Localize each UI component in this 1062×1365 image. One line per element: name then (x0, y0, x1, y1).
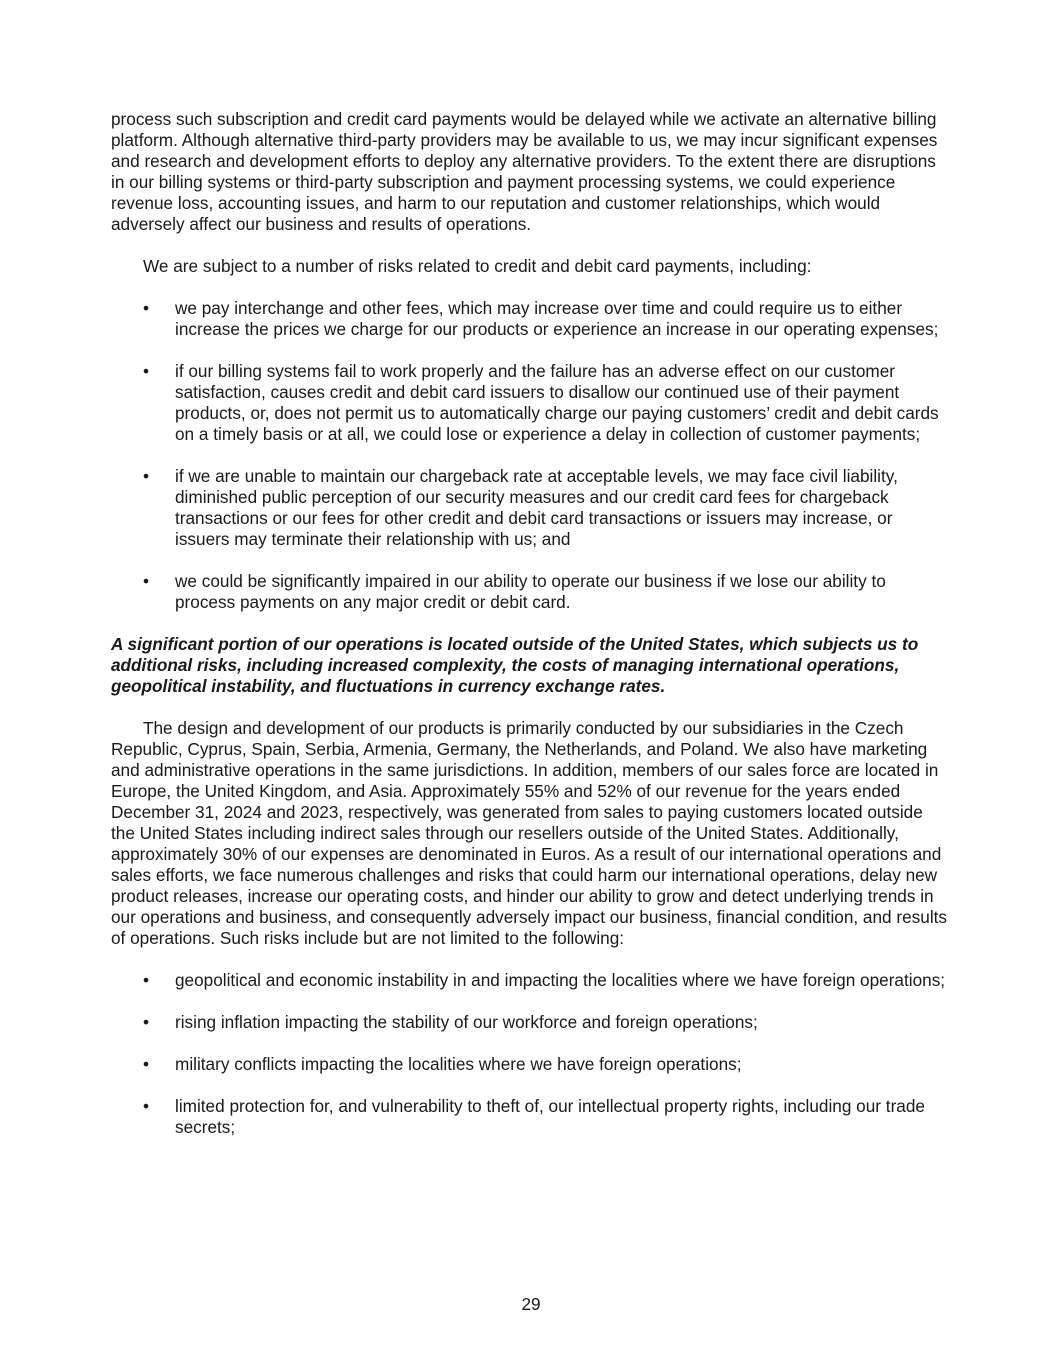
bullet-icon: • (143, 1012, 150, 1032)
list-item (111, 970, 947, 991)
bullet-icon: • (143, 1096, 150, 1116)
bullet-icon: • (143, 361, 150, 381)
list-item-text: if our billing systems fail to work properly and the failure has an adverse effect on our customer satisfaction, causes credit and debit card issuers to disallow our continued use of their payment products, or, does not permit us to automatically charge our paying customers’ credit and debit cards on a timely basis or at all, we could lose or experience a delay in collection of customer payments; (175, 361, 939, 444)
list-item-text: we could be significantly impaired in our ability to operate our business if we lose our ability to process payments on any major credit or debit card. (175, 571, 886, 612)
card-risks-list (111, 298, 947, 613)
list-item (111, 361, 947, 445)
paragraph-international-operations: The design and development of our products is primarily conducted by our subsidiaries in the Czech Republic, Cyprus, Spain, Serbia, Armenia, Germany, the Netherlands, and Poland. We also have marketing and administrative operations in the same jurisdictions. In addition, members of our sales force are located in Europe, the United Kingdom, and Asia. Approximately 55% and 52% of our revenue for the years ended December 31, 2024 and 2023, respectively, was generated from sales to paying customers located outside the United States including indirect sales through our resellers outside of the United States. Additionally, approximately 30% of our expenses are denominated in Euros. As a result of our international operations and sales efforts, we face numerous challenges and risks that could harm our international operations, delay new product releases, increase our operating costs, and hinder our ability to grow and detect underlying trends in our operations and business, and consequently adversely impact our business, financial condition, and results of operations. Such risks include but are not limited to the following: (111, 718, 948, 948)
list-item (111, 1096, 947, 1138)
bullet-icon: • (143, 298, 150, 318)
document-page (111, 109, 947, 1159)
bullet-icon: • (143, 1054, 150, 1074)
list-item-text: geopolitical and economic instability in and impacting the localities where we have foreign operations; (175, 970, 946, 990)
list-item (111, 1012, 947, 1033)
list-item-text: if we are unable to maintain our chargeback rate at acceptable levels, we may face civil liability, diminished public perception of our security measures and our credit card fees for chargeback transactions or our fees for other credit and debit card transactions or issuers may increase, or issuers may terminate their relationship with us; and (175, 466, 898, 549)
list-item (111, 298, 947, 340)
page-number: 29 (521, 1294, 541, 1314)
bullet-icon: • (143, 466, 150, 486)
paragraph-billing-disruption: process such subscription and credit card payments would be delayed while we activate an alternative billing platform. Although alternative third-party providers may be available to us, we may incur significant expenses and research and development efforts to deploy any alternative providers. To the extent there are disruptions in our billing systems or third-party subscription and payment processing systems, we could experience revenue loss, accounting issues, and harm to our reputation and customer relationships, which would adversely affect our business and results of operations. (111, 109, 938, 234)
list-item-text: we pay interchange and other fees, which may increase over time and could require us to either increase the prices we charge for our products or experience an increase in our operating expenses; (175, 298, 939, 339)
bullet-icon: • (143, 571, 150, 591)
international-risks-list (111, 970, 947, 1138)
list-item (111, 571, 947, 613)
list-item (111, 466, 947, 550)
paragraph-card-risks-intro: We are subject to a number of risks related to credit and debit card payments, including: (143, 256, 812, 276)
list-item-text: limited protection for, and vulnerability to theft of, our intellectual property rights, including our trade secrets; (175, 1096, 925, 1137)
section-heading-international-risks: A significant portion of our operations is located outside of the United States, which subjects us to additional risks, including increased complexity, the costs of managing international operations, geopolitical instability, and fluctuations in currency exchange rates. (111, 634, 919, 696)
list-item (111, 1054, 947, 1075)
list-item-text: rising inflation impacting the stability of our workforce and foreign operations; (175, 1012, 758, 1032)
list-item-text: military conflicts impacting the localities where we have foreign operations; (175, 1054, 742, 1074)
bullet-icon: • (143, 970, 150, 990)
